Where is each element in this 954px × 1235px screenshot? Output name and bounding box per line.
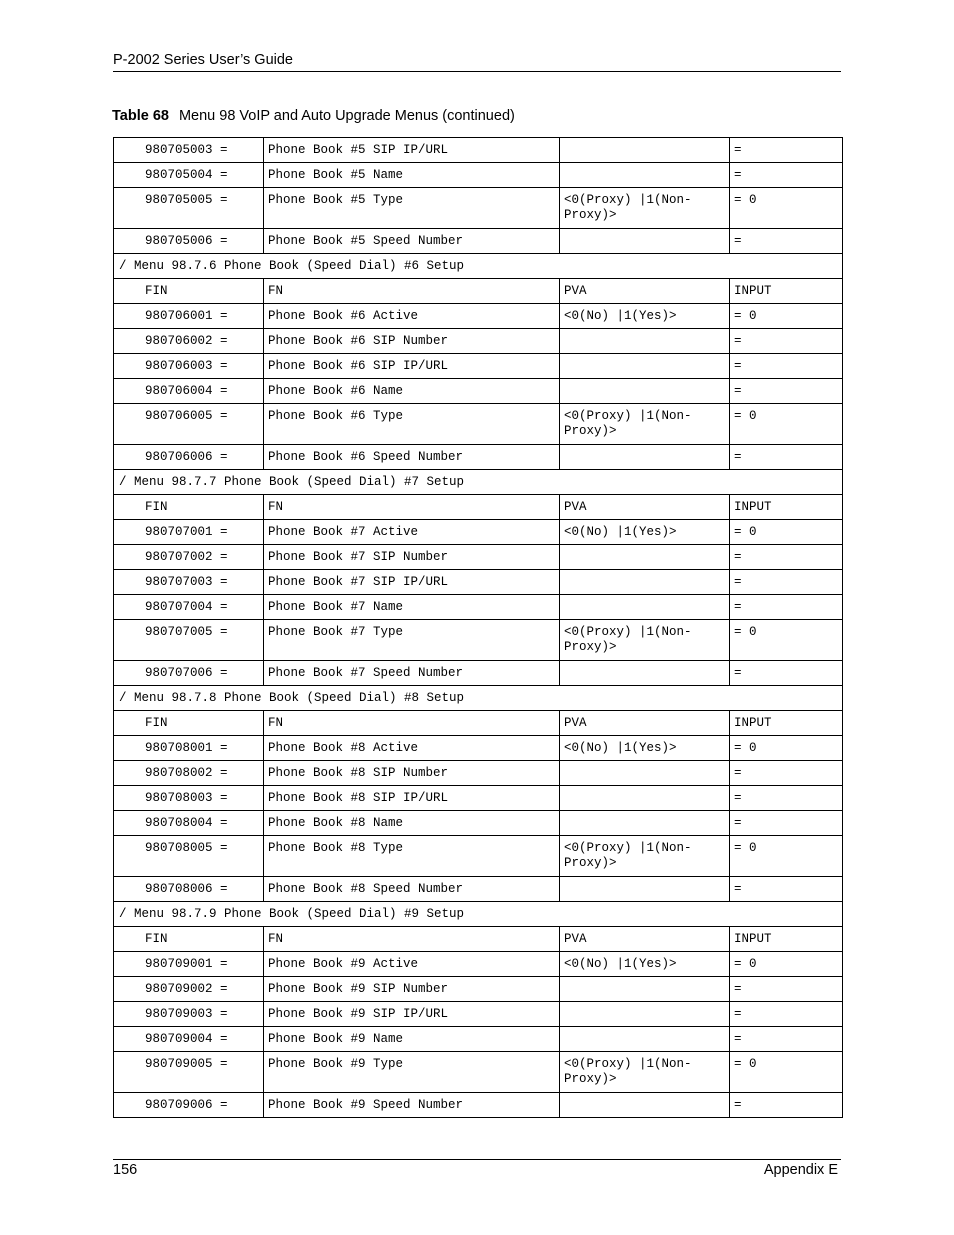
section-row (114, 902, 843, 927)
fn-cell: Phone Book #9 SIP IP/URL (264, 1002, 560, 1027)
input-cell: = (730, 761, 843, 786)
table-row (114, 304, 843, 329)
input-cell: INPUT (730, 279, 843, 304)
input-cell: = 0 (730, 1052, 843, 1093)
table-row (114, 977, 843, 1002)
fin-cell: 980707006 = (114, 661, 264, 686)
input-cell: = 0 (730, 952, 843, 977)
fin-cell: 980706004 = (114, 379, 264, 404)
fin-cell: 980706001 = (114, 304, 264, 329)
table-row (114, 761, 843, 786)
input-cell: = (730, 229, 843, 254)
input-cell: = (730, 811, 843, 836)
fn-cell: Phone Book #7 Active (264, 520, 560, 545)
fn-cell: Phone Book #5 Speed Number (264, 229, 560, 254)
fin-cell: 980708003 = (114, 786, 264, 811)
fn-cell: Phone Book #6 Name (264, 379, 560, 404)
pva-cell: PVA (560, 495, 730, 520)
pva-cell (560, 811, 730, 836)
fin-cell: 980707002 = (114, 545, 264, 570)
page-number: 156 (113, 1162, 138, 1178)
pva-cell (560, 163, 730, 188)
table-row (114, 329, 843, 354)
table-row (114, 354, 843, 379)
fn-cell: Phone Book #7 SIP IP/URL (264, 570, 560, 595)
fn-cell: Phone Book #7 Name (264, 595, 560, 620)
fn-cell: Phone Book #7 Type (264, 620, 560, 661)
fn-cell: Phone Book #5 SIP IP/URL (264, 138, 560, 163)
fn-cell: Phone Book #8 Name (264, 811, 560, 836)
pva-cell (560, 138, 730, 163)
table-row (114, 138, 843, 163)
input-cell: = 0 (730, 304, 843, 329)
input-cell: = (730, 545, 843, 570)
input-cell: = (730, 329, 843, 354)
pva-cell: <0(Proxy) |1(Non-Proxy)> (560, 620, 730, 661)
section-title: / Menu 98.7.8 Phone Book (Speed Dial) #8 Setup (114, 686, 843, 711)
fin-cell: FIN (114, 495, 264, 520)
fn-cell: Phone Book #8 Active (264, 736, 560, 761)
table-row (114, 877, 843, 902)
pva-cell (560, 570, 730, 595)
input-cell: = (730, 570, 843, 595)
pva-cell: <0(Proxy) |1(Non-Proxy)> (560, 188, 730, 229)
footer-section: Appendix E (763, 1162, 838, 1178)
fn-cell: Phone Book #8 SIP IP/URL (264, 786, 560, 811)
fin-cell: 980709002 = (114, 977, 264, 1002)
pva-cell: PVA (560, 711, 730, 736)
input-cell: = (730, 977, 843, 1002)
fin-cell: 980706002 = (114, 329, 264, 354)
section-row (114, 470, 843, 495)
pva-cell (560, 877, 730, 902)
fin-cell: 980705003 = (114, 138, 264, 163)
section-row (114, 254, 843, 279)
table-caption-text: Menu 98 VoIP and Auto Upgrade Menus (continued) (178, 108, 515, 124)
fn-cell: Phone Book #7 Speed Number (264, 661, 560, 686)
pva-cell: <0(No) |1(Yes)> (560, 952, 730, 977)
fin-cell: 980709004 = (114, 1027, 264, 1052)
fin-cell: 980709006 = (114, 1093, 264, 1118)
table-row (114, 811, 843, 836)
input-cell: = (730, 1093, 843, 1118)
fn-cell: FN (264, 495, 560, 520)
pva-cell (560, 354, 730, 379)
input-cell: = 0 (730, 736, 843, 761)
fin-cell: 980707005 = (114, 620, 264, 661)
fn-cell: Phone Book #9 Type (264, 1052, 560, 1093)
pva-cell: <0(Proxy) |1(Non-Proxy)> (560, 836, 730, 877)
section-title: / Menu 98.7.6 Phone Book (Speed Dial) #6 Setup (114, 254, 843, 279)
fin-cell: 980708001 = (114, 736, 264, 761)
input-cell: = (730, 877, 843, 902)
input-cell: = 0 (730, 404, 843, 445)
fn-cell: Phone Book #9 SIP Number (264, 977, 560, 1002)
input-cell: = 0 (730, 620, 843, 661)
fn-cell: FN (264, 279, 560, 304)
table-caption-label: Table 68 (112, 108, 169, 124)
fin-cell: FIN (114, 711, 264, 736)
input-cell: = (730, 661, 843, 686)
pva-cell (560, 229, 730, 254)
table-row (114, 661, 843, 686)
fin-cell: FIN (114, 279, 264, 304)
fn-cell: Phone Book #5 Name (264, 163, 560, 188)
fn-cell: Phone Book #9 Speed Number (264, 1093, 560, 1118)
table-row (114, 445, 843, 470)
pva-cell: PVA (560, 927, 730, 952)
table-row (114, 1027, 843, 1052)
fin-cell: 980709001 = (114, 952, 264, 977)
table-row (114, 786, 843, 811)
pva-cell (560, 761, 730, 786)
input-cell: INPUT (730, 495, 843, 520)
fin-cell: FIN (114, 927, 264, 952)
input-cell: = 0 (730, 836, 843, 877)
table-row (114, 229, 843, 254)
section-row (114, 686, 843, 711)
fin-cell: 980708006 = (114, 877, 264, 902)
input-cell: = (730, 138, 843, 163)
fn-cell: FN (264, 711, 560, 736)
pva-cell (560, 445, 730, 470)
pva-cell: <0(Proxy) |1(Non-Proxy)> (560, 404, 730, 445)
pva-cell (560, 595, 730, 620)
fin-cell: 980705005 = (114, 188, 264, 229)
menu-table-body (114, 138, 843, 1118)
table-row (114, 404, 843, 445)
fin-cell: 980708004 = (114, 811, 264, 836)
fin-cell: 980707001 = (114, 520, 264, 545)
pva-cell (560, 379, 730, 404)
table-row (114, 495, 843, 520)
input-cell: = 0 (730, 520, 843, 545)
pva-cell: <0(No) |1(Yes)> (560, 304, 730, 329)
table-row (114, 163, 843, 188)
table-row (114, 1002, 843, 1027)
fn-cell: Phone Book #9 Active (264, 952, 560, 977)
table-row (114, 1093, 843, 1118)
fin-cell: 980707003 = (114, 570, 264, 595)
fn-cell: Phone Book #6 SIP Number (264, 329, 560, 354)
pva-cell (560, 329, 730, 354)
input-cell: INPUT (730, 927, 843, 952)
pva-cell: <0(Proxy) |1(Non-Proxy)> (560, 1052, 730, 1093)
fin-cell: 980709003 = (114, 1002, 264, 1027)
fin-cell: 980706005 = (114, 404, 264, 445)
fn-cell: Phone Book #6 Active (264, 304, 560, 329)
table-row (114, 379, 843, 404)
fn-cell: Phone Book #8 Speed Number (264, 877, 560, 902)
fin-cell: 980709005 = (114, 1052, 264, 1093)
input-cell: = (730, 163, 843, 188)
table-row (114, 1052, 843, 1093)
fin-cell: 980707004 = (114, 595, 264, 620)
table-row (114, 595, 843, 620)
table-row (114, 520, 843, 545)
fin-cell: 980706003 = (114, 354, 264, 379)
fin-cell: 980706006 = (114, 445, 264, 470)
section-title: / Menu 98.7.9 Phone Book (Speed Dial) #9 Setup (114, 902, 843, 927)
pva-cell (560, 1093, 730, 1118)
pva-cell (560, 977, 730, 1002)
fn-cell: Phone Book #6 SIP IP/URL (264, 354, 560, 379)
pva-cell (560, 786, 730, 811)
table-row (114, 279, 843, 304)
pva-cell (560, 545, 730, 570)
fin-cell: 980705004 = (114, 163, 264, 188)
pva-cell (560, 1002, 730, 1027)
header-rule (113, 71, 841, 72)
section-title: / Menu 98.7.7 Phone Book (Speed Dial) #7 Setup (114, 470, 843, 495)
input-cell: = (730, 379, 843, 404)
table-row (114, 927, 843, 952)
table-row (114, 952, 843, 977)
fn-cell: Phone Book #5 Type (264, 188, 560, 229)
input-cell: = (730, 595, 843, 620)
table-row (114, 711, 843, 736)
input-cell: = (730, 445, 843, 470)
pva-cell: <0(No) |1(Yes)> (560, 736, 730, 761)
footer-rule (113, 1159, 841, 1160)
fn-cell: Phone Book #8 Type (264, 836, 560, 877)
table-row (114, 545, 843, 570)
input-cell: = (730, 354, 843, 379)
fin-cell: 980708002 = (114, 761, 264, 786)
input-cell: = (730, 1002, 843, 1027)
input-cell: INPUT (730, 711, 843, 736)
pva-cell: PVA (560, 279, 730, 304)
fn-cell: Phone Book #8 SIP Number (264, 761, 560, 786)
fn-cell: Phone Book #6 Speed Number (264, 445, 560, 470)
fn-cell: Phone Book #6 Type (264, 404, 560, 445)
table-row (114, 736, 843, 761)
input-cell: = (730, 786, 843, 811)
pva-cell (560, 661, 730, 686)
fin-cell: 980705006 = (114, 229, 264, 254)
fn-cell: Phone Book #9 Name (264, 1027, 560, 1052)
pva-cell (560, 1027, 730, 1052)
menu-table (113, 137, 843, 1118)
pva-cell: <0(No) |1(Yes)> (560, 520, 730, 545)
fn-cell: Phone Book #7 SIP Number (264, 545, 560, 570)
input-cell: = (730, 1027, 843, 1052)
table-row (114, 570, 843, 595)
fn-cell: FN (264, 927, 560, 952)
input-cell: = 0 (730, 188, 843, 229)
table-caption (112, 108, 515, 124)
fin-cell: 980708005 = (114, 836, 264, 877)
table-row (114, 188, 843, 229)
table-row (114, 836, 843, 877)
table-row (114, 620, 843, 661)
page-header-title: P-2002 Series User’s Guide (113, 52, 293, 68)
